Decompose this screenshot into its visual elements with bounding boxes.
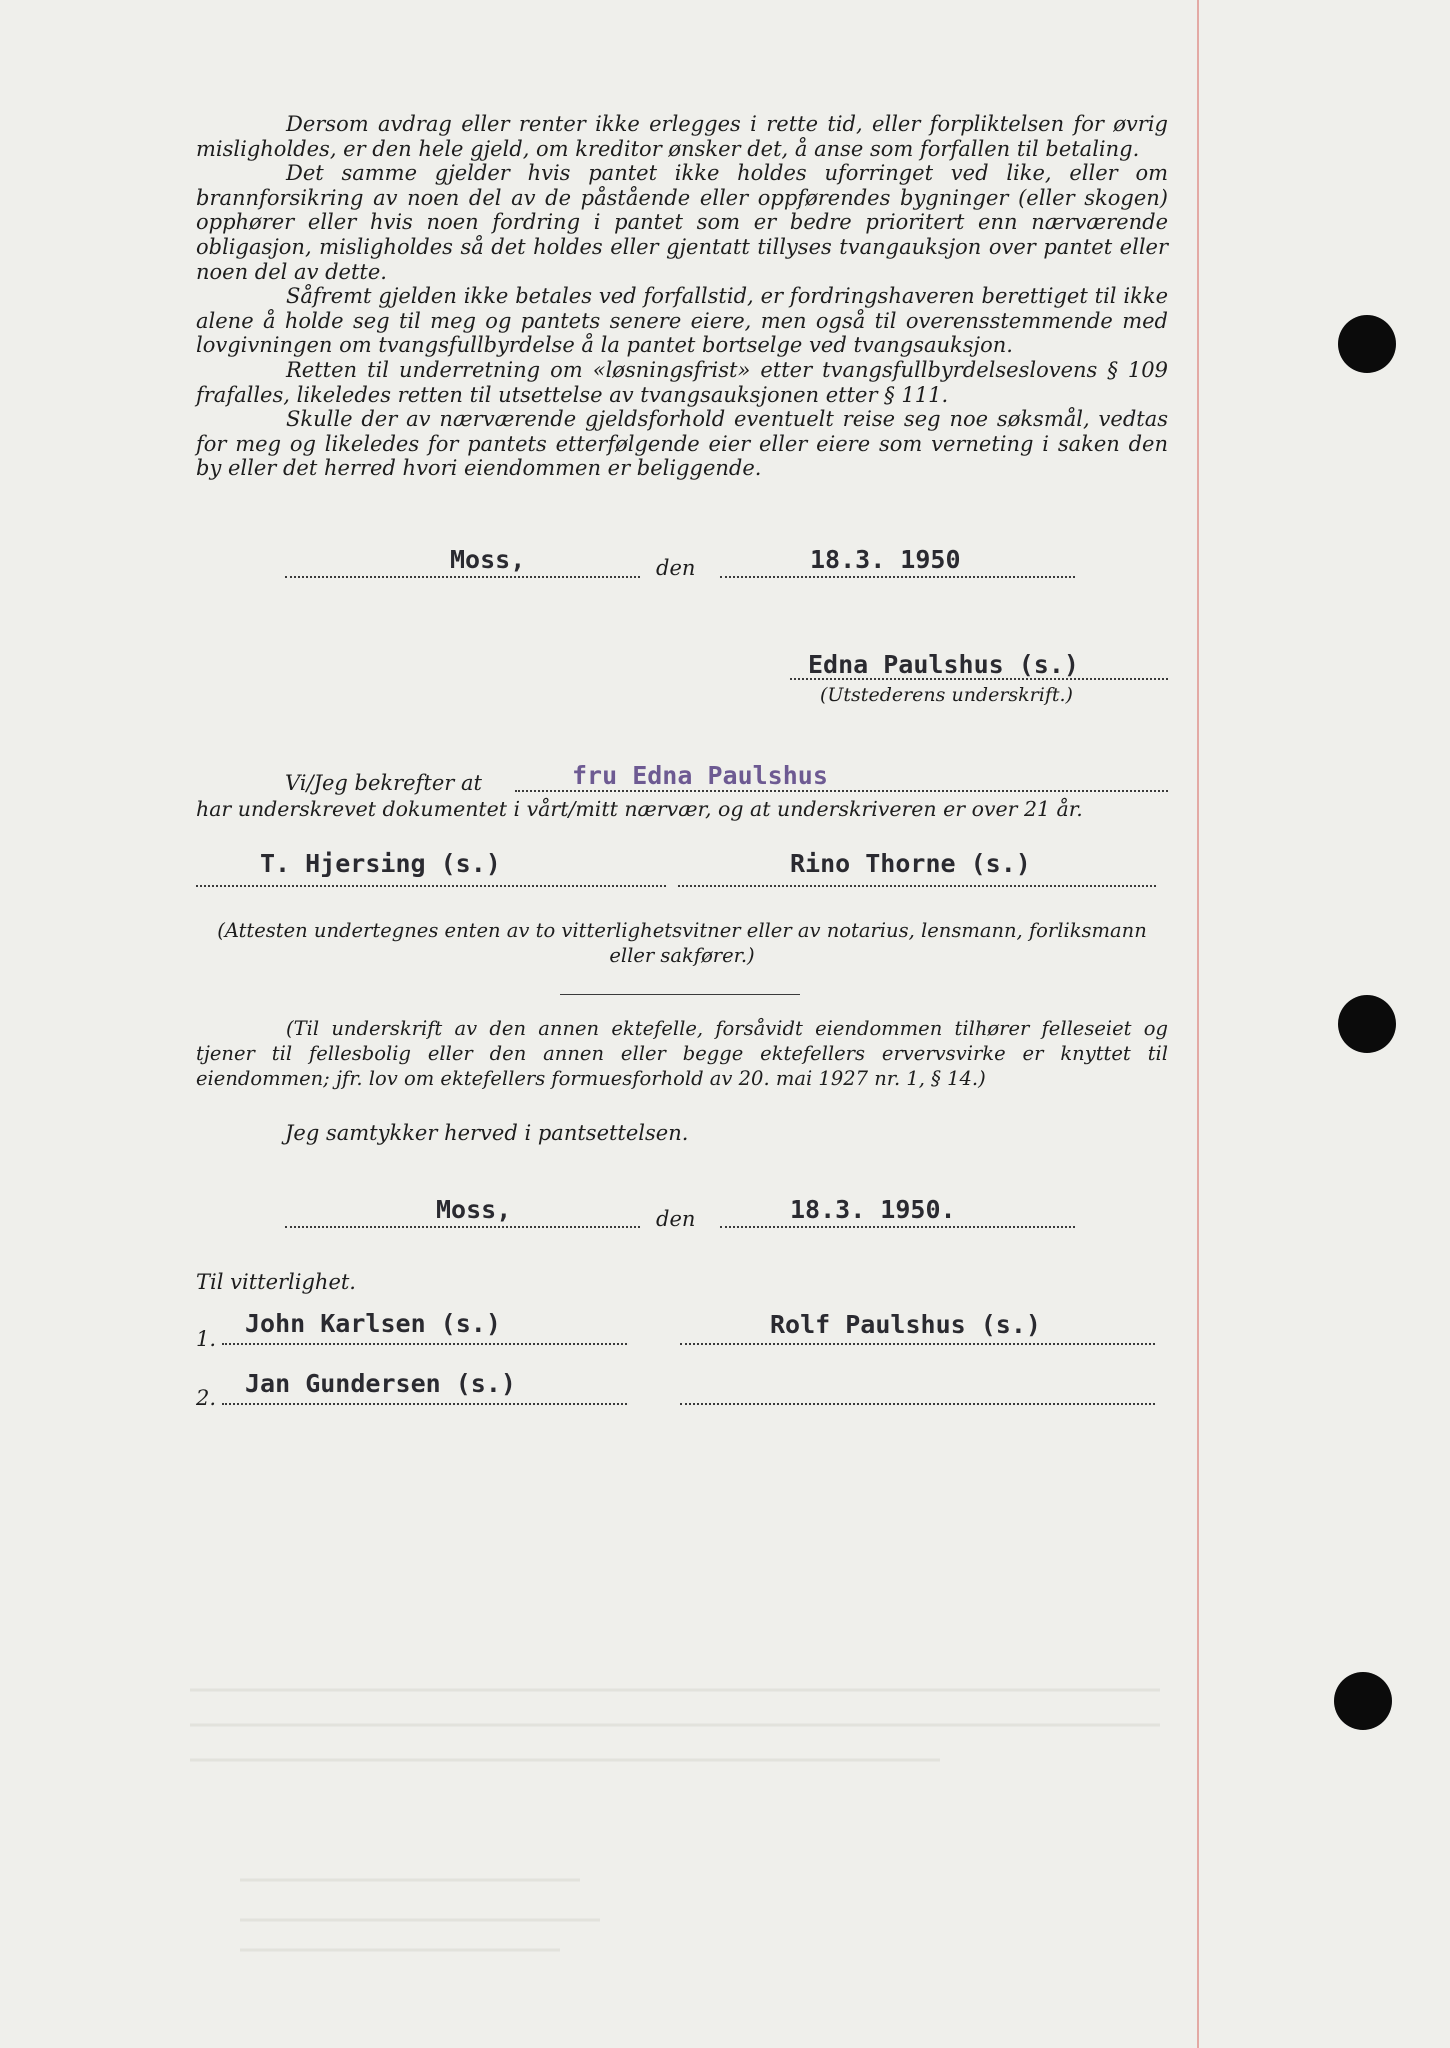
confirmation-statement: har underskrevet dokumentet i vårt/mitt nærvær, og at underskriveren er over 21 år. (196, 797, 1083, 821)
confirmation-name-line (515, 790, 1168, 792)
spouse-note (196, 1016, 1168, 1091)
empty-signature-line (680, 1403, 1155, 1405)
date-line-1 (720, 576, 1075, 578)
issuer-signature: Edna Paulshus (s.) (808, 650, 1079, 679)
paragraph-fire-insurance: Det samme gjelder hvis pantet ikke holdes uforringet ved like, eller om brannforsikring av noen del av de påstående eller oppførendes bygninger (eller skogen) opphører eller hvis noen fordring i pantet som er bedre prioritert enn nærværende obligasjon, misligholdes så det holdes eller gjentatt tillyses tvangauksjon over pantet eller noen del av dette. (196, 161, 1168, 284)
spouse-note-text: (Til underskrift av den annen ektefelle, forsåvidt eiendommen tilhører felleseiet og tjener til fellesbolig eller den annen eller begge ektefellers ervervsvirke er knyttet til eiendommen; jfr. lov om ektefellers formuesforhold av 20. mai 1927 nr. 1, § 14.) (196, 1017, 1168, 1090)
spouse-consent: Jeg samtykker herved i pantsettelsen. (285, 1121, 689, 1145)
spouse-signature: Rolf Paulshus (s.) (770, 1310, 1041, 1339)
issuer-signature-caption: (Utstederens underskrift.) (820, 684, 1073, 706)
witness-row-1-number: 1. (196, 1327, 217, 1351)
witness-2-line (222, 1403, 627, 1405)
margin-rule (1197, 0, 1199, 2048)
attest-note: (Attesten undertegnes enten av to vitterlighetsvitner eller av notarius, lensmann, forliksmann eller sakfører.) (217, 919, 1147, 967)
witness-row-2-number: 2. (196, 1386, 217, 1410)
confirmed-name-stamp: fru Edna Paulshus (572, 761, 828, 790)
date-1: 18.3. 1950 (810, 545, 961, 574)
spouse-signature-line (680, 1343, 1155, 1345)
witness-label: Til vitterlighet. (196, 1270, 356, 1294)
punch-hole-top (1338, 315, 1396, 373)
punch-hole-bottom (1334, 1672, 1392, 1730)
den-label-1: den (656, 556, 696, 580)
place-line-1 (285, 576, 640, 578)
bleed-through-texture (180, 1500, 1180, 2000)
witness-1-line (222, 1343, 627, 1345)
witness-right-signature: Rino Thorne (s.) (790, 849, 1031, 878)
witness-1-signature: John Karlsen (s.) (245, 1309, 501, 1338)
place-2: Moss, (436, 1195, 512, 1224)
punch-hole-middle (1338, 995, 1396, 1053)
paragraph-default: Dersom avdrag eller renter ikke erlegges i rette tid, eller forpliktelsen for øvrig misligholdes, er den hele gjeld, om kreditor ønsker det, å anse som forfallen til betaling. (196, 112, 1168, 161)
legal-terms (196, 112, 1168, 481)
date-line-2 (720, 1226, 1075, 1228)
witness-left-signature: T. Hjersing (s.) (260, 849, 501, 878)
witness-right-line (678, 885, 1156, 887)
date-2: 18.3. 1950. (790, 1195, 956, 1224)
place-line-2 (285, 1226, 640, 1228)
paragraph-venue: Skulle der av nærværende gjeldsforhold eventuelt reise seg noe søksmål, vedtas for meg og likeledes for pantets etterfølgende eier eller eiere som verneting i saken den by eller det herred hvori eiendommen er beliggende. (196, 407, 1168, 481)
attest-divider (560, 994, 800, 995)
paragraph-notice-waiver: Retten til underretning om «løsningsfrist» etter tvangsfullbyrdelseslovens § 109 frafalles, likeledes retten til utsettelse av tvangsauksjonen etter § 111. (196, 357, 1168, 407)
place-1: Moss, (450, 545, 526, 574)
den-label-2: den (656, 1207, 696, 1231)
paragraph-forced-sale: Såfremt gjelden ikke betales ved forfallstid, er fordringshaveren berettiget til ikke alene å holde seg til meg og pantets senere eiere, men også til overensstemmende med lovgivningen om tvangsfullbyrdelse å la pantet bortselge ved tvangsauksjon. (196, 284, 1168, 358)
witness-2-signature: Jan Gundersen (s.) (245, 1369, 516, 1398)
confirmation-label: Vi/Jeg bekrefter at (285, 771, 482, 795)
issuer-signature-line (790, 678, 1168, 680)
witness-left-line (196, 885, 666, 887)
